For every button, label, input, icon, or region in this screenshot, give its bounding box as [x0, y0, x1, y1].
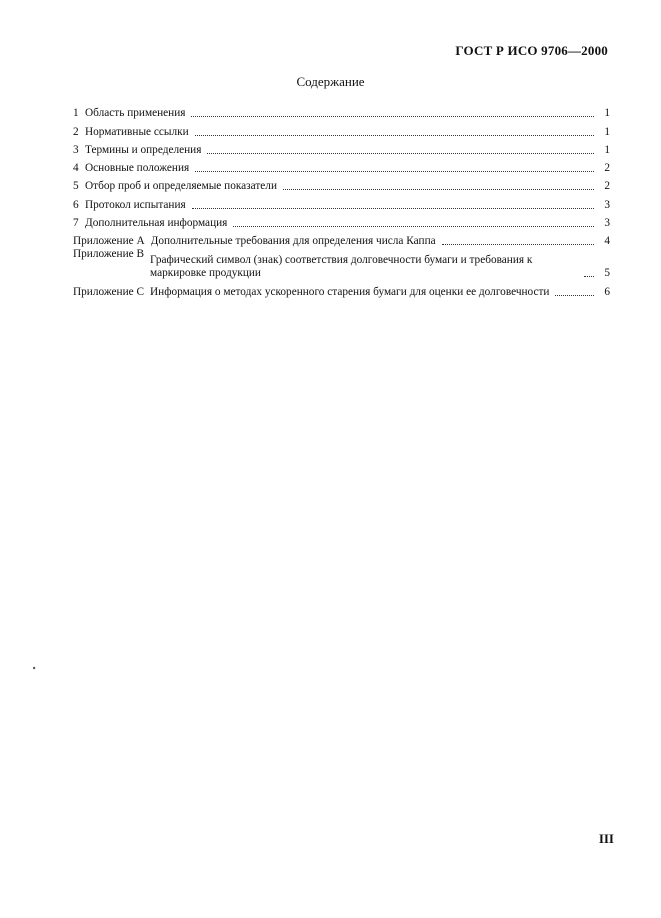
dot-leader: [442, 244, 594, 245]
toc-entry-title: Графический символ (знак) соответствия долговечности бумаги и требования к маркировке продукции: [150, 254, 533, 280]
toc-entry[interactable]: [73, 102, 610, 120]
toc-entry-number: 3: [73, 143, 79, 156]
toc-entry-number: 1: [73, 107, 79, 120]
dot-leader: [195, 171, 594, 172]
page-number: III: [598, 831, 614, 846]
toc-entry[interactable]: [73, 193, 610, 211]
dot-leader: [283, 189, 594, 190]
toc-entry-number: 6: [73, 198, 79, 211]
toc-entry[interactable]: [73, 175, 610, 193]
dot-leader: [207, 153, 594, 154]
toc-entry-page: 1: [604, 107, 610, 120]
toc-entry-annex[interactable]: [73, 280, 610, 298]
dot-leader: [584, 276, 594, 277]
toc-entry-page: 1: [604, 125, 610, 138]
table-of-contents: [73, 102, 610, 299]
toc-entry-number: 7: [73, 217, 79, 230]
toc-entry-title: Протокол испытания: [85, 198, 186, 211]
toc-entry-wrap: [150, 254, 610, 280]
standard-code-header: ГОСТ Р ИСО 9706—2000: [455, 43, 608, 58]
toc-entry[interactable]: [73, 157, 610, 175]
toc-entry-page: 5: [604, 267, 610, 280]
toc-entry-title: Область применения: [85, 107, 186, 120]
toc-title: Содержание: [296, 74, 365, 89]
toc-entry-page: 6: [604, 285, 610, 298]
toc-entry-number: 2: [73, 125, 79, 138]
scan-speck: [33, 667, 35, 669]
toc-entry-title: Дополнительные требования для определения числа Каппа: [150, 235, 436, 248]
dot-leader: [555, 295, 594, 296]
toc-entry[interactable]: [73, 139, 610, 157]
toc-entry-annex[interactable]: [73, 248, 610, 280]
dot-leader: [195, 135, 594, 136]
dot-leader: [233, 226, 594, 227]
toc-entry-title: Основные положения: [85, 162, 190, 175]
toc-entry-title: Информация о методах ускоренного старения бумаги для оценки ее долговечности: [150, 285, 550, 298]
toc-entry-number: 4: [73, 162, 79, 175]
toc-annex-label: Приложение В: [73, 248, 144, 261]
toc-entry-title: Отбор проб и определяемые показатели: [85, 180, 277, 193]
toc-entry-page: 1: [604, 143, 610, 156]
toc-entry[interactable]: [73, 212, 610, 230]
toc-entry[interactable]: [73, 120, 610, 138]
toc-entry-page: 4: [604, 235, 610, 248]
dot-leader: [191, 116, 594, 117]
toc-entry-page: 2: [604, 180, 610, 193]
toc-entry-title: Дополнительная информация: [85, 217, 228, 230]
toc-annex-label: Приложение С: [73, 285, 144, 298]
toc-entry-annex[interactable]: [73, 230, 610, 248]
toc-entry-title: Термины и определения: [85, 143, 202, 156]
toc-entry-title: Нормативные ссылки: [85, 125, 189, 138]
toc-entry-number: 5: [73, 180, 79, 193]
toc-annex-label: Приложение А: [73, 235, 145, 248]
toc-entry-page: 3: [604, 198, 610, 211]
dot-leader: [192, 208, 594, 209]
toc-entry-page: 3: [604, 217, 610, 230]
toc-entry-page: 2: [604, 162, 610, 175]
